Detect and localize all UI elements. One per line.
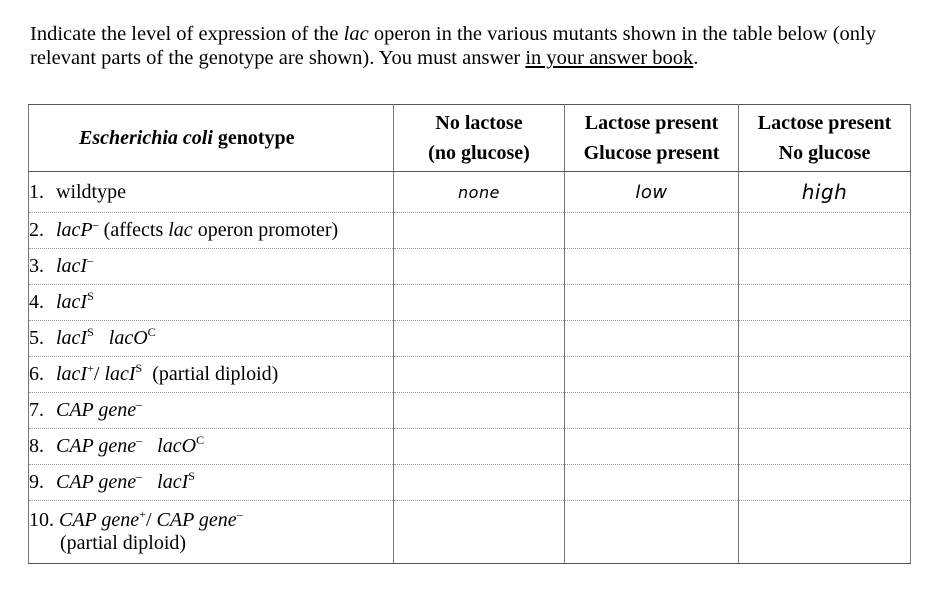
genotype-superscript: +	[87, 361, 94, 375]
genotype-note: (partial diploid)	[152, 363, 279, 385]
answer-cell-lactose-glucose[interactable]	[565, 285, 739, 321]
genotype-gene: CAP gene	[56, 435, 137, 457]
lactose-glucose-column-header	[565, 105, 739, 172]
genotype-gene: CAP gene	[56, 471, 137, 493]
answer-cell-lactose-no-glucose[interactable]	[739, 393, 911, 429]
genotype-cell	[29, 465, 394, 501]
genotype-superscript-2: S	[188, 469, 195, 483]
row-number: 2.	[29, 219, 44, 241]
answer-cell-no-lactose[interactable]	[394, 357, 565, 393]
genotype-gene: lacI	[56, 363, 88, 385]
genotype-note: (affects	[98, 219, 169, 241]
row-number: 8.	[29, 435, 44, 457]
genotype-superscript: –	[136, 433, 143, 447]
genotype-gene-2: lacO	[108, 327, 148, 349]
answer-cell-lactose-no-glucose[interactable]	[739, 249, 911, 285]
genotype-superscript: –	[136, 469, 143, 483]
no-lactose-column-header	[394, 105, 565, 172]
genotype-note-end: operon promoter)	[192, 219, 339, 241]
genotype-cell	[29, 172, 394, 213]
genotype-separator: /	[145, 509, 157, 531]
answer-cell-lactose-glucose[interactable]	[565, 393, 739, 429]
genotype-cell	[29, 429, 394, 465]
row-number: 1.	[29, 180, 44, 203]
genotype-cell	[29, 393, 394, 429]
genotype-column-header	[29, 105, 394, 172]
table-row	[29, 285, 911, 321]
table-row	[29, 172, 911, 213]
answer-cell-no-lactose[interactable]	[394, 465, 565, 501]
table-row	[29, 429, 911, 465]
row-number: 3.	[29, 255, 44, 277]
genotype-header-italic: Escherichia coli	[79, 127, 213, 149]
row-number: 6.	[29, 363, 44, 385]
genotype-header-rest: genotype	[212, 127, 295, 149]
genotype-cell	[29, 321, 394, 357]
genotype-superscript-2: C	[196, 433, 205, 447]
answer-cell-lactose-glucose[interactable]: low	[565, 172, 739, 213]
row-number: 9.	[29, 471, 44, 493]
answer-cell-lactose-no-glucose[interactable]	[739, 213, 911, 249]
instructions-underlined: in your answer book	[525, 47, 694, 69]
instructions-italic-lac: lac	[343, 23, 369, 45]
genotype-cell	[29, 249, 394, 285]
genotype-superscript-2: S	[135, 361, 143, 375]
genotype-superscript: S	[87, 289, 94, 303]
genotype-note: (partial diploid)	[60, 532, 187, 554]
genotype-gene: CAP gene	[59, 509, 140, 531]
answer-cell-no-lactose[interactable]	[394, 213, 565, 249]
genotype-gene: lacI	[56, 291, 88, 313]
genotype-gene: lacI	[56, 327, 88, 349]
answer-cell-lactose-no-glucose[interactable]	[739, 501, 911, 564]
answer-cell-lactose-glucose[interactable]	[565, 465, 739, 501]
mutant-expression-table	[28, 104, 911, 564]
answer-cell-no-lactose[interactable]	[394, 501, 565, 564]
instructions-text-1: Indicate the level of expression of the	[30, 23, 344, 45]
genotype-superscript: –	[136, 397, 143, 411]
answer-cell-lactose-no-glucose[interactable]	[739, 465, 911, 501]
genotype-gene: CAP gene	[56, 399, 137, 421]
lactose-glucose-header-line2: Glucose present	[583, 142, 720, 164]
no-lactose-header-line1: No lactose	[435, 112, 523, 134]
genotype-gene-2: lacI	[157, 471, 189, 493]
genotype-superscript-2: –	[236, 507, 243, 521]
genotype-cell	[29, 285, 394, 321]
table-row	[29, 213, 911, 249]
genotype-superscript: –	[87, 253, 94, 267]
table-row	[29, 393, 911, 429]
answer-cell-no-lactose[interactable]	[394, 249, 565, 285]
row-number: 4.	[29, 291, 44, 313]
answer-cell-lactose-glucose[interactable]	[565, 357, 739, 393]
genotype-superscript: +	[139, 507, 146, 521]
row-number: 5.	[29, 327, 44, 349]
answer-cell-lactose-no-glucose[interactable]: high	[739, 172, 911, 213]
answer-cell-no-lactose[interactable]	[394, 429, 565, 465]
answer-cell-lactose-glucose[interactable]	[565, 429, 739, 465]
instructions-text-2: operon in the various mutants shown in the table below (only relevant parts of the genotype are shown). You must answer	[30, 23, 876, 69]
table-row	[29, 249, 911, 285]
answer-cell-no-lactose[interactable]	[394, 321, 565, 357]
genotype-gene-2: lacO	[157, 435, 197, 457]
answer-cell-no-lactose[interactable]	[394, 393, 565, 429]
genotype-separator: /	[93, 363, 105, 385]
genotype-cell	[29, 357, 394, 393]
genotype-superscript: S	[87, 325, 94, 339]
genotype-cell	[29, 213, 394, 249]
answer-cell-lactose-no-glucose[interactable]	[739, 285, 911, 321]
answer-cell-lactose-no-glucose[interactable]	[739, 429, 911, 465]
row-number: 7.	[29, 399, 44, 421]
genotype-gene: lacP	[56, 219, 93, 241]
instructions-text-3: .	[693, 47, 699, 69]
genotype-gene: lacI	[56, 255, 88, 277]
genotype-superscript: –	[92, 217, 99, 231]
lactose-no-glucose-header-line2: No glucose	[778, 142, 871, 164]
answer-cell-lactose-glucose[interactable]	[565, 213, 739, 249]
row-number: 10.	[29, 509, 54, 531]
lactose-glucose-header-line1: Lactose present	[584, 112, 719, 134]
genotype-text: wildtype	[56, 180, 126, 203]
table-header-row	[29, 105, 911, 172]
answer-cell-lactose-no-glucose[interactable]	[739, 321, 911, 357]
genotype-cell	[29, 501, 394, 564]
table-row	[29, 501, 911, 564]
lactose-no-glucose-column-header	[739, 105, 911, 172]
answer-cell-no-lactose[interactable]: none	[394, 172, 565, 213]
genotype-superscript-2: C	[147, 325, 156, 339]
table-row	[29, 465, 911, 501]
lactose-no-glucose-header-line1: Lactose present	[757, 112, 892, 134]
no-lactose-header-line2: (no glucose)	[428, 142, 530, 164]
table-row	[29, 321, 911, 357]
answer-cell-lactose-glucose[interactable]	[565, 501, 739, 564]
genotype-note-italic: lac	[168, 219, 193, 241]
instructions-paragraph	[30, 22, 930, 70]
table-row	[29, 357, 911, 393]
answer-cell-no-lactose[interactable]	[394, 285, 565, 321]
genotype-gene-2: lacI	[104, 363, 136, 385]
answer-cell-lactose-glucose[interactable]	[565, 249, 739, 285]
genotype-gene-2: CAP gene	[156, 509, 237, 531]
answer-cell-lactose-glucose[interactable]	[565, 321, 739, 357]
answer-cell-lactose-no-glucose[interactable]	[739, 357, 911, 393]
